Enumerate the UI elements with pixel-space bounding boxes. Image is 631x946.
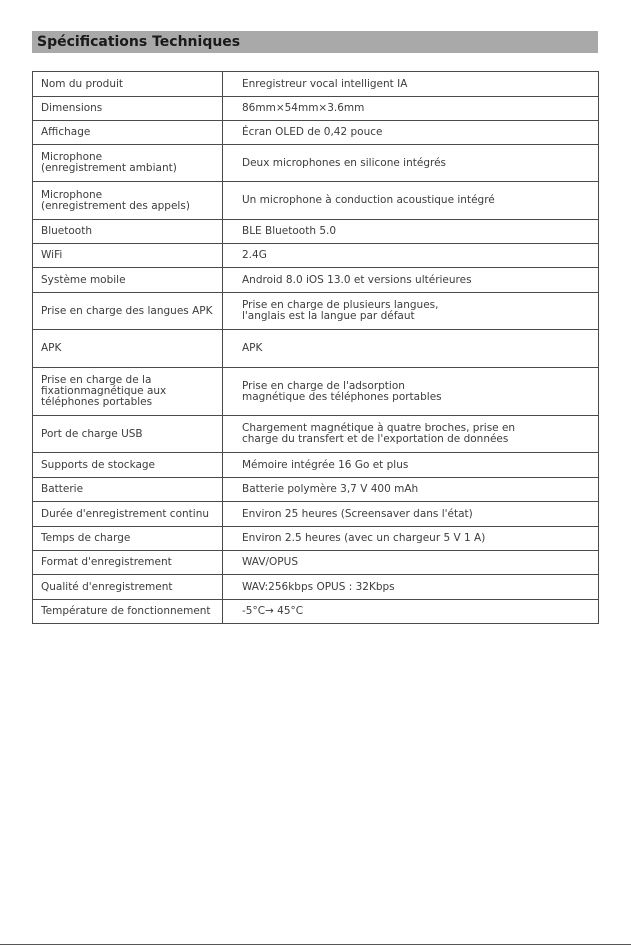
table-row (33, 97, 599, 121)
spec-value: Batterie polymère 3,7 V 400 mAh (223, 478, 599, 502)
table-row (33, 502, 599, 527)
spec-value: Deux microphones en silicone intégrés (223, 145, 599, 182)
table-row (33, 416, 599, 453)
table-row (33, 182, 599, 220)
spec-value: BLE Bluetooth 5.0 (223, 220, 599, 244)
table-row (33, 145, 599, 182)
spec-label: Format d'enregistrement (33, 551, 223, 575)
spec-label: Port de charge USB (33, 416, 223, 453)
spec-label: Microphone (enregistrement ambiant) (33, 145, 223, 182)
table-row (33, 368, 599, 416)
table-row (33, 244, 599, 268)
table-row (33, 72, 599, 97)
spec-label: Temps de charge (33, 527, 223, 551)
spec-table (32, 71, 599, 624)
spec-label: Durée d'enregistrement continu (33, 502, 223, 527)
spec-value: 2.4G (223, 244, 599, 268)
spec-value: Environ 25 heures (Screensaver dans l'état) (223, 502, 599, 527)
table-row (33, 600, 599, 624)
spec-label: Température de fonctionnement (33, 600, 223, 624)
spec-value: Chargement magnétique à quatre broches, prise en charge du transfert et de l'exportation de données (223, 416, 599, 453)
spec-value: Un microphone à conduction acoustique intégré (223, 182, 599, 220)
spec-label: Supports de stockage (33, 453, 223, 478)
table-row (33, 575, 599, 600)
table-row (33, 121, 599, 145)
page-bottom-rule (0, 944, 631, 945)
spec-label: Batterie (33, 478, 223, 502)
spec-label: Qualité d'enregistrement (33, 575, 223, 600)
spec-label: Prise en charge de la fixationmagnétique aux téléphones portables (33, 368, 223, 416)
spec-value: 86mm×54mm×3.6mm (223, 97, 599, 121)
spec-label: Microphone (enregistrement des appels) (33, 182, 223, 220)
spec-value: APK (223, 330, 599, 368)
spec-label: WiFi (33, 244, 223, 268)
table-row (33, 453, 599, 478)
table-row (33, 527, 599, 551)
spec-value: Prise en charge de plusieurs langues, l'anglais est la langue par défaut (223, 293, 599, 330)
spec-label: Nom du produit (33, 72, 223, 97)
spec-value: WAV:256kbps OPUS : 32Kbps (223, 575, 599, 600)
spec-value: Enregistreur vocal intelligent IA (223, 72, 599, 97)
spec-value: Environ 2.5 heures (avec un chargeur 5 V 1 A) (223, 527, 599, 551)
spec-value: Android 8.0 iOS 13.0 et versions ultérieures (223, 268, 599, 293)
table-row (33, 220, 599, 244)
spec-value: Prise en charge de l'adsorption magnétique des téléphones portables (223, 368, 599, 416)
table-row (33, 478, 599, 502)
table-row (33, 268, 599, 293)
table-row (33, 551, 599, 575)
table-row (33, 293, 599, 330)
section-title: Spécifications Techniques (32, 31, 598, 53)
spec-value: Écran OLED de 0,42 pouce (223, 121, 599, 145)
spec-label: Affichage (33, 121, 223, 145)
spec-value: WAV/OPUS (223, 551, 599, 575)
spec-value: -5°C→ 45°C (223, 600, 599, 624)
spec-label: Système mobile (33, 268, 223, 293)
table-row (33, 330, 599, 368)
spec-label: APK (33, 330, 223, 368)
spec-label: Bluetooth (33, 220, 223, 244)
spec-label: Prise en charge des langues APK (33, 293, 223, 330)
spec-value: Mémoire intégrée 16 Go et plus (223, 453, 599, 478)
spec-label: Dimensions (33, 97, 223, 121)
